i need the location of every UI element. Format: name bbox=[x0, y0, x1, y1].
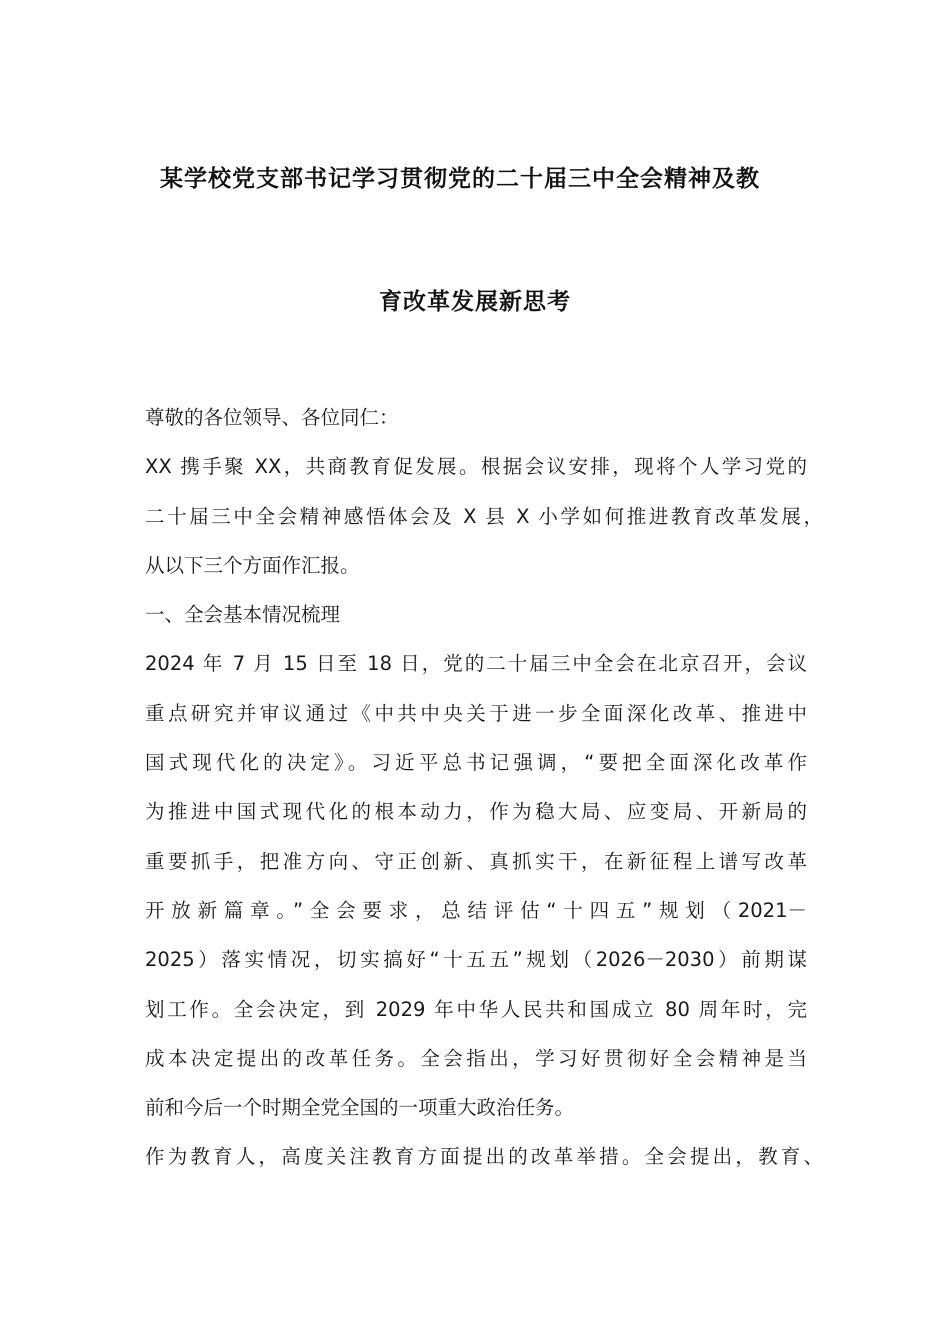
body-line: XX 携手聚 XX，共商教育促发展。根据会议安排，现将个人学习党的 bbox=[145, 455, 807, 479]
body-line: 重点研究并审议通过《中共中央关于进一步全面深化改革、推进中 bbox=[145, 701, 807, 725]
body-line-salutation: 尊敬的各位领导、各位同仁： bbox=[145, 406, 399, 429]
body-line: 为推进中国式现代化的根本动力，作为稳大局、应变局、开新局的 bbox=[145, 800, 807, 824]
document-title-line-2: 育改革发展新思考 bbox=[379, 288, 571, 315]
body-line: 开放新篇章。”全会要求，总结评估“十四五”规划（2021－ bbox=[145, 898, 807, 922]
body-line: 2024 年 7 月 15 日至 18 日，党的二十届三中全会在北京召开，会议 bbox=[145, 652, 807, 676]
body-line: 二十届三中全会精神感悟体会及 X 县 X 小学如何推进教育改革发展， bbox=[145, 504, 823, 528]
document-title-line-1: 某学校党支部书记学习贯彻党的二十届三中全会精神及教 bbox=[160, 165, 760, 192]
section-heading: 一、全会基本情况梳理 bbox=[145, 603, 341, 627]
body-line: 划工作。全会决定，到 2029 年中华人民共和国成立 80 周年时，完 bbox=[145, 997, 807, 1021]
body-line: 2025）落实情况，切实搞好“十五五”规划（2026－2030）前期谋 bbox=[145, 948, 807, 972]
body-line: 前和今后一个时期全党全国的一项重大政治任务。 bbox=[145, 1096, 575, 1120]
body-line: 重要抓手，把准方向、守正创新、真抓实干，在新征程上谱写改革 bbox=[145, 849, 807, 873]
body-line: 作为教育人，高度关注教育方面提出的改革举措。全会提出，教育、 bbox=[145, 1145, 823, 1169]
body-line: 成本决定提出的改革任务。全会指出，学习好贯彻好全会精神是当 bbox=[145, 1046, 807, 1070]
body-line: 从以下三个方面作汇报。 bbox=[145, 553, 360, 577]
document-body bbox=[145, 393, 825, 1182]
body-line: 国式现代化的决定》。习近平总书记强调，“要把全面深化改革作 bbox=[145, 751, 807, 775]
